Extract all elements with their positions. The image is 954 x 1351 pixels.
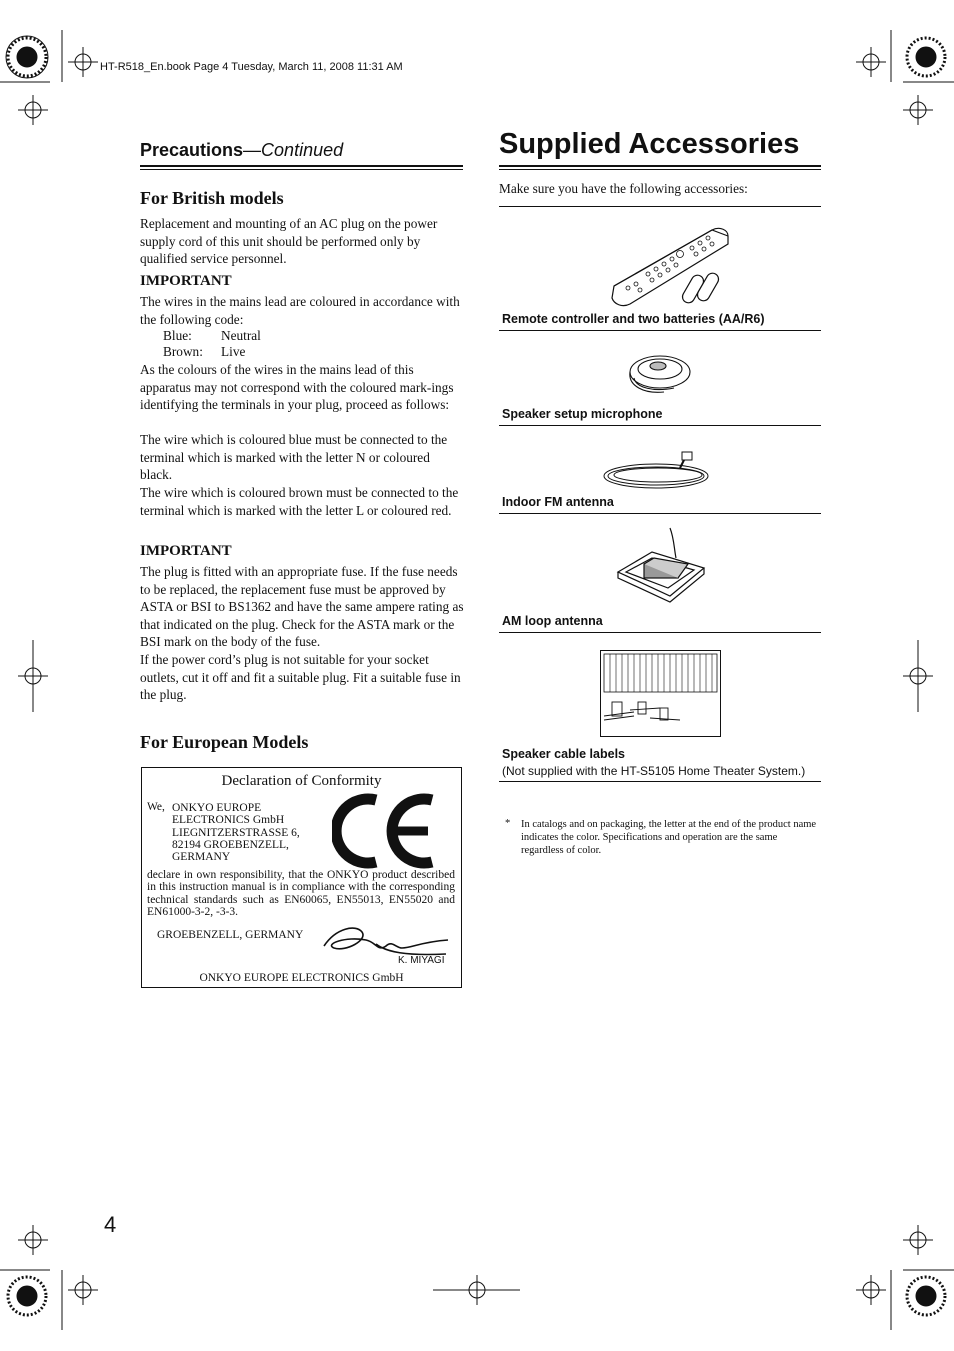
accessory-note-cable-labels: (Not supplied with the HT-S5105 Home Theater System.) [502, 764, 806, 778]
cable-labels-icon [600, 650, 721, 737]
power-cord-para: If the power cord’s plug is not suitable for your socket outlets, cut it off and fit a suitable plug. Fit a suitable fuse in the plug. [140, 652, 461, 703]
section-rule [140, 165, 463, 167]
code-meaning: Live [221, 344, 246, 359]
british-heading: For British models [140, 188, 284, 208]
code-color: Blue: [163, 328, 192, 343]
declaration-company: ONKYO EUROPE ELECTRONICS GmbH [199, 972, 404, 984]
am-loop-antenna-icon [612, 524, 712, 612]
section-title [140, 140, 343, 161]
code-row-brown [163, 344, 245, 360]
code-color: Brown: [163, 344, 203, 359]
declaration-statement: declare in own responsibility, that the ONKYO product described in this instruction manual is in compliance with the corresponding technical standards such as EN60065, EN55013, EN55020 and EN61000-3-2, -3-3. [147, 869, 455, 918]
accessory-label-fm: Indoor FM antenna [502, 495, 614, 509]
european-heading: For European Models [140, 732, 309, 752]
fm-antenna-icon [600, 448, 718, 492]
title-rule-thin [499, 169, 821, 170]
important-heading-1: IMPORTANT [140, 273, 232, 289]
address-line: ONKYO EUROPE [172, 802, 262, 814]
address-line: GERMANY [172, 851, 231, 864]
accessory-rule [499, 513, 821, 514]
accessory-rule [499, 632, 821, 633]
important-heading-2: IMPORTANT [140, 543, 232, 559]
declaration-address [172, 802, 300, 863]
declaration-title: Declaration of Conformity [221, 773, 382, 789]
signature-icon [316, 918, 452, 960]
section-title-text: Precautions [140, 140, 244, 160]
microphone-icon [624, 348, 696, 398]
wires-para-1: As the colours of the wires in the mains lead of this apparatus may not correspond with the coloured mark-ings identifying the terminals in your plug, proceed as follows: [140, 362, 454, 413]
address-line: LIEGNITZERSTRASSE 6, [172, 826, 300, 839]
accessory-label-cable-labels: Speaker cable labels [502, 747, 625, 761]
intro-rule [499, 206, 821, 207]
section-rule-thin [140, 169, 463, 170]
code-row-blue [163, 328, 261, 344]
print-info: HT-R518_En.book Page 4 Tuesday, March 11, 2008 11:31 AM [100, 61, 403, 73]
accessory-rule [499, 330, 821, 331]
ce-mark-icon [332, 792, 436, 870]
accessories-intro: Make sure you have the following accessories: [499, 181, 748, 196]
address-line: ELECTRONICS GmbH [172, 814, 285, 827]
british-intro: Replacement and mounting of an AC plug on the power supply cord of this unit should be performed only by qualified service personnel. [140, 216, 438, 267]
declaration-we: We, [147, 801, 165, 813]
section-title-suffix: —Continued [243, 140, 344, 160]
page-title: Supplied Accessories [499, 128, 800, 160]
signer-name: K. MIYAGI [398, 955, 445, 966]
wires-para-2: The wire which is coloured blue must be connected to the terminal which is marked with the letter N or coloured black. [140, 432, 448, 483]
address-line: 82194 GROEBENZELL, [172, 838, 289, 851]
footnote-mark: * [505, 818, 511, 829]
footnote: In catalogs and on packaging, the letter at the end of the product name indicates the color. Specifications and operation are the same regardless of color. [521, 819, 817, 856]
declaration-box [141, 767, 462, 988]
title-rule [499, 165, 821, 167]
wires-intro: The wires in the mains lead are coloured in accordance with the following code: [140, 294, 460, 327]
accessory-label-am: AM loop antenna [502, 614, 603, 628]
fuse-para: The plug is fitted with an appropriate fuse. If the fuse needs to be replaced, the replacement fuse must be approved by ASTA or BSI to BS1362 and have the same ampere rating as that indicated on the plug. Check for the ASTA mark or the BSI mark on the body of the fuse. [140, 564, 464, 650]
accessory-label-microphone: Speaker setup microphone [502, 407, 663, 421]
page-number: 4 [104, 1212, 117, 1237]
remote-controller-icon [608, 222, 734, 310]
wires-para-3: The wire which is coloured brown must be connected to the terminal which is marked with the letter L or coloured red. [140, 485, 459, 518]
code-meaning: Neutral [221, 328, 261, 343]
accessory-label-remote: Remote controller and two batteries (AA/R6) [502, 312, 765, 326]
accessory-rule [499, 781, 821, 782]
accessory-rule [499, 425, 821, 426]
declaration-place: GROEBENZELL, GERMANY [157, 929, 304, 941]
